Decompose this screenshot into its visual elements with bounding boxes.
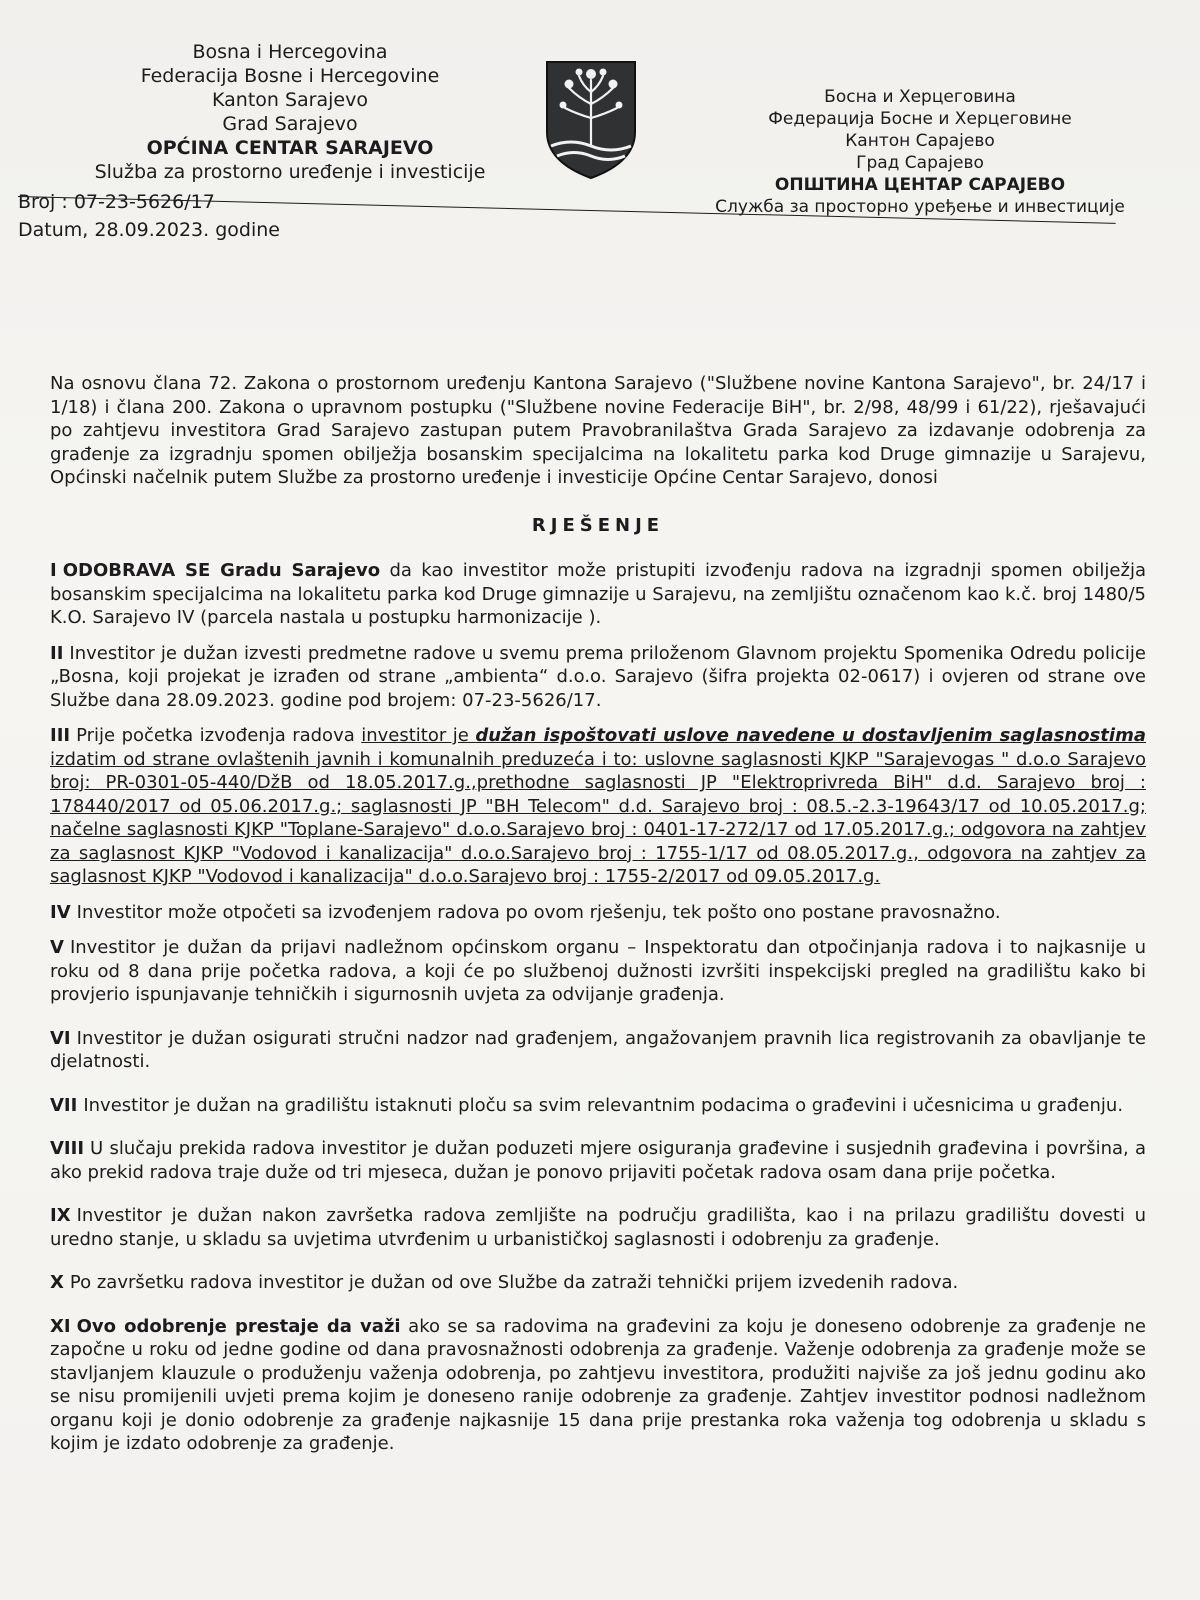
section-number: V bbox=[50, 937, 64, 958]
section-text: da kao investitor može pristupiti izvođenju radova na izgradnji spomen obilježja bosanskim specijalcima na lokalitetu parka kod Druge gimnazije u Sarajevu, na zemljištu označenom kao k.č. broj 1480/5 K.O. Sarajevo IV (parcela nastala u postupku harmonizacije ). bbox=[50, 560, 1146, 628]
section-5 bbox=[50, 936, 1146, 1007]
document-meta bbox=[18, 188, 280, 244]
section-2 bbox=[50, 642, 1146, 713]
section-text: U slučaju prekida radova investitor je dužan poduzeti mjere osiguranja građevine i susjednih građevina i površina, a ako prekid radova traje duže od tri mjeseca, dužan je ponovo prijaviti početak radova osam dana prije početka. bbox=[50, 1138, 1146, 1183]
intro-paragraph: Na osnovu člana 72. Zakona o prostornom uređenju Kantona Sarajevo ("Službene novine Kantona Sarajevo", br. 24/17 i 1/18) i člana 200. Zakona o upravnom postupku ("Službene novine Federacije BiH", br. 2/98, 48/99 i 61/22), rješavajući po zahtjevu investitora Grad Sarajevo zastupan putem Pravobranilaštva Grada Sarajevo za izdavanje odobrenja za građenje za izgradnju spomen obilježja bosanskim specijalcima na lokalitetu parka kod Druge gimnazije u Sarajevu, Općinski načelnik putem Službe za prostorno uređenje i investicije Općine Centar Sarajevo, donosi bbox=[50, 373, 1146, 488]
header-left-org: OPĆINA CENTAR SARAJEVO bbox=[146, 137, 434, 159]
header-left-line: Bosna i Hercegovina bbox=[192, 41, 388, 63]
header-right-org: ОПШТИНА ЦЕНТАР САРАЈЕВО bbox=[774, 175, 1066, 195]
section-number: VII bbox=[50, 1094, 78, 1116]
header-right-line: Служба за просторно уређење и инвестиције bbox=[715, 197, 1125, 217]
document-body bbox=[50, 372, 1146, 1456]
document-date: Datum, 28.09.2023. godine bbox=[18, 219, 280, 241]
header-right-line: Град Сарајево bbox=[856, 153, 984, 173]
section-emphasis: dužan ispoštovati uslove navedene u dostavljenim saglasnostima bbox=[475, 725, 1146, 746]
section-text: Po završetku radova investitor je dužan od ove Službe da zatraži tehnički prijem izvedenih radova. bbox=[69, 1272, 959, 1293]
section-text: ako se sa radovima na građevini za koju je doneseno odobrenje za građenje ne započne u roku od jedne godine od dana pravosnažnosti odobrenja za građenje. Važenje odobrenja za građenje može se stavljanjem klauzule o produženju važenja odobrenja, po zahtjevu investitora, produžiti najviše za još jednu godinu ako se nisu promijenili uvjeti prema kojim je doneseno ranije odobrenje za građenje. Zahtjev investitor podnosi nadležnom organu koji je donio odobrenje za građenje najkasnije 15 dana prije prestanka roka važenja tog odobrenja u skladu s kojim je izdato odobrenje za građenje. bbox=[50, 1315, 1146, 1454]
section-underlined: izdatim od strane ovlaštenih javnih i komunalnih preduzeća i to: uslovne saglasnosti KJKP "Sarajevogas " d.o.o Sarajevo broj: PR-0301-05-440/DžB od 18.05.2017.g.,prethodne saglasnosti JP "Elektroprivreda BiH" d.d. Sarajevo broj : 178440/2017 od 05.06.2017.g.; saglasnosti JP "BH Telecom" d.d. Sarajevo broj : 08.5.-2.3-19643/17 od 10.05.2017.g; načelne saglasnosti KJKP "Toplane-Sarajevo" d.o.o.Sarajevo broj : 0401-17-272/17 od 17.05.2017.g.; odgovora na zahtjev za saglasnost KJKP "Vodovod i kanalizacija" d.o.o.Sarajevo broj : 1755-1/17 od 08.05.2017.g., odgovora na zahtjev za saglasnost KJKP "Vodovod i kanalizacija" d.o.o.Sarajevo broj : 1755-2/2017 od 09.05.2017.g. bbox=[50, 748, 1146, 887]
section-lead: Ovo odobrenje prestaje da važi bbox=[76, 1315, 401, 1337]
section-text: Investitor može otpočeti sa izvođenjem radova po ovom rješenju, tek pošto ono postane pravosnažno. bbox=[76, 901, 1001, 923]
section-underlined: investitor je bbox=[361, 725, 476, 746]
section-10 bbox=[50, 1271, 1146, 1295]
section-number: II bbox=[50, 642, 64, 664]
header-left-latin bbox=[80, 40, 500, 184]
header-right-line: Босна и Херцеговина bbox=[824, 87, 1016, 107]
document-number: Broj : 07-23-5626/17 bbox=[18, 191, 215, 213]
section-7 bbox=[50, 1094, 1146, 1118]
section-number: III bbox=[50, 725, 71, 746]
section-3 bbox=[50, 724, 1146, 889]
section-number: I bbox=[50, 560, 57, 581]
header-left-line: Služba za prostorno uređenje i investicije bbox=[94, 161, 486, 183]
section-8 bbox=[50, 1137, 1146, 1184]
section-text: Investitor je dužan izvesti predmetne radove u svemu prema priloženom Glavnom projektu Spomenika Odredu policije „Bosna, koji projekat je izrađen od strane „ambienta“ d.o.o. Sarajevo (šifra projekta 02-0617) i ovjeren od strane ove Službe dana 28.09.2023. godine pod brojem: 07-23-5626/17. bbox=[50, 642, 1146, 711]
section-9 bbox=[50, 1204, 1146, 1251]
section-4 bbox=[50, 901, 1146, 925]
section-text: Investitor je dužan nakon završetka radova zemljište na području gradilišta, kao i na prilazu gradilištu dovesti u uredno stanje, u skladu sa uvjetima utvrđenim u urbanističkoj saglasnosti i odobrenju za građenje. bbox=[50, 1205, 1146, 1250]
section-number: IX bbox=[50, 1205, 71, 1226]
section-number: XI bbox=[50, 1315, 71, 1337]
section-number: VI bbox=[50, 1027, 71, 1049]
section-11 bbox=[50, 1315, 1146, 1456]
header-right-line: Кантон Сарајево bbox=[845, 131, 995, 151]
section-lead: ODOBRAVA SE Gradu Sarajevo bbox=[62, 560, 381, 581]
section-number: IV bbox=[50, 901, 71, 923]
document-title: RJEŠENJE bbox=[531, 514, 665, 536]
section-text: Investitor je dužan na gradilištu istaknuti ploču sa svim relevantnim podacima o građevini i učesnicima u građenju. bbox=[83, 1094, 1124, 1116]
section-text: Prije početka izvođenja radova bbox=[76, 725, 362, 746]
header-left-line: Grad Sarajevo bbox=[222, 113, 358, 135]
section-number: VIII bbox=[50, 1138, 85, 1159]
section-6 bbox=[50, 1027, 1146, 1074]
section-number: X bbox=[50, 1272, 64, 1293]
header-left-line: Federacija Bosne i Hercegovine bbox=[140, 65, 440, 87]
section-1 bbox=[50, 559, 1146, 630]
section-text: Investitor je dužan da prijavi nadležnom općinskom organu – Inspektoratu dan otpočinjanja radova i to najkasnije u roku od 8 dana prije početka radova, a koji će po službenoj dužnosti izvršiti inspekcijski pregled na gradilištu kako bi provjerio ispunjavanje tehničkih i sigurnosnih uvjeta za odvijanje građenja. bbox=[50, 937, 1146, 1005]
header-right-cyrillic bbox=[700, 86, 1140, 218]
header-left-line: Kanton Sarajevo bbox=[212, 89, 368, 111]
header-right-line: Федерација Босне и Херцеговине bbox=[768, 109, 1072, 129]
section-text: Investitor je dužan osigurati stručni nadzor nad građenjem, angažovanjem pravnih lica registrovanih za obavljanje te djelatnosti. bbox=[50, 1027, 1146, 1072]
municipality-crest-icon bbox=[543, 58, 639, 182]
